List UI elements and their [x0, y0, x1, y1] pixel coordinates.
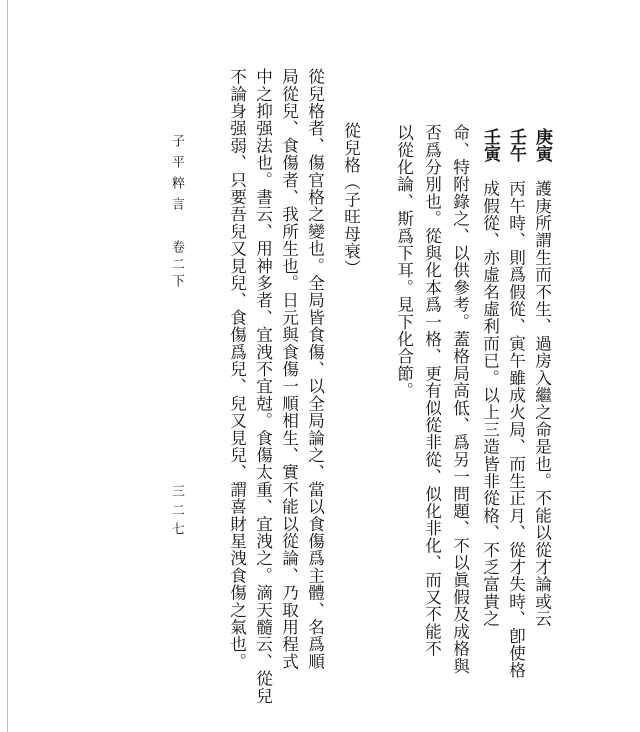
pillar-gengyin: 庚寅 [532, 128, 552, 162]
page-number: 三二七 [169, 484, 184, 541]
section-line-1: 從兒格者、傷官格之變也。全局皆食傷、以全局論之、當以食傷爲主體、名爲順 [305, 68, 325, 670]
entry-text-1: 護庚所謂生而不生、過房入繼之命是也。不能以從才論或云 [532, 180, 552, 628]
section-line-3: 中之抑强法也。書云、用神多者、宜洩不宜尅。食傷太重、宜洩之。滴天髓云、從兒 [253, 68, 273, 705]
body-line-2: 否爲分別也。從與化本爲一格、更有似從非從、似化非化、而又不能不 [422, 124, 442, 658]
entry-text-3: 成假從、亦虛名虛利而已。以上三造皆非從格、不乏富貴之 [480, 180, 500, 628]
pillar-renwu: 壬午 [506, 128, 526, 162]
entry-text-2: 丙午時、則爲假從、寅午雖成火局、而生正月、從才失時、卽使格 [506, 180, 526, 679]
running-header-title: 子平粹言 [169, 134, 184, 218]
page-edge-line [7, 0, 8, 732]
body-line-3: 以從化論、斯爲下耳。見下化合節。 [394, 124, 414, 400]
section-line-4: 不論身强弱、只要吾兒又見兒、食傷爲兒、兒又見兒、謂喜財星洩食傷之氣也。 [227, 68, 247, 670]
pillar-renyin: 壬寅 [480, 128, 500, 162]
body-line-1: 命、特附錄之、以供參考。蓋格局高低、爲另一問題、不以眞假及成格與 [450, 124, 470, 675]
running-header-volume: 卷二下 [169, 240, 184, 291]
section-line-2: 局從兒、食傷者、我所生也。日元與食傷一順相生、實不能以從論、乃取用程式 [279, 68, 299, 670]
section-title: 從兒格（子旺母衰） [341, 122, 361, 277]
